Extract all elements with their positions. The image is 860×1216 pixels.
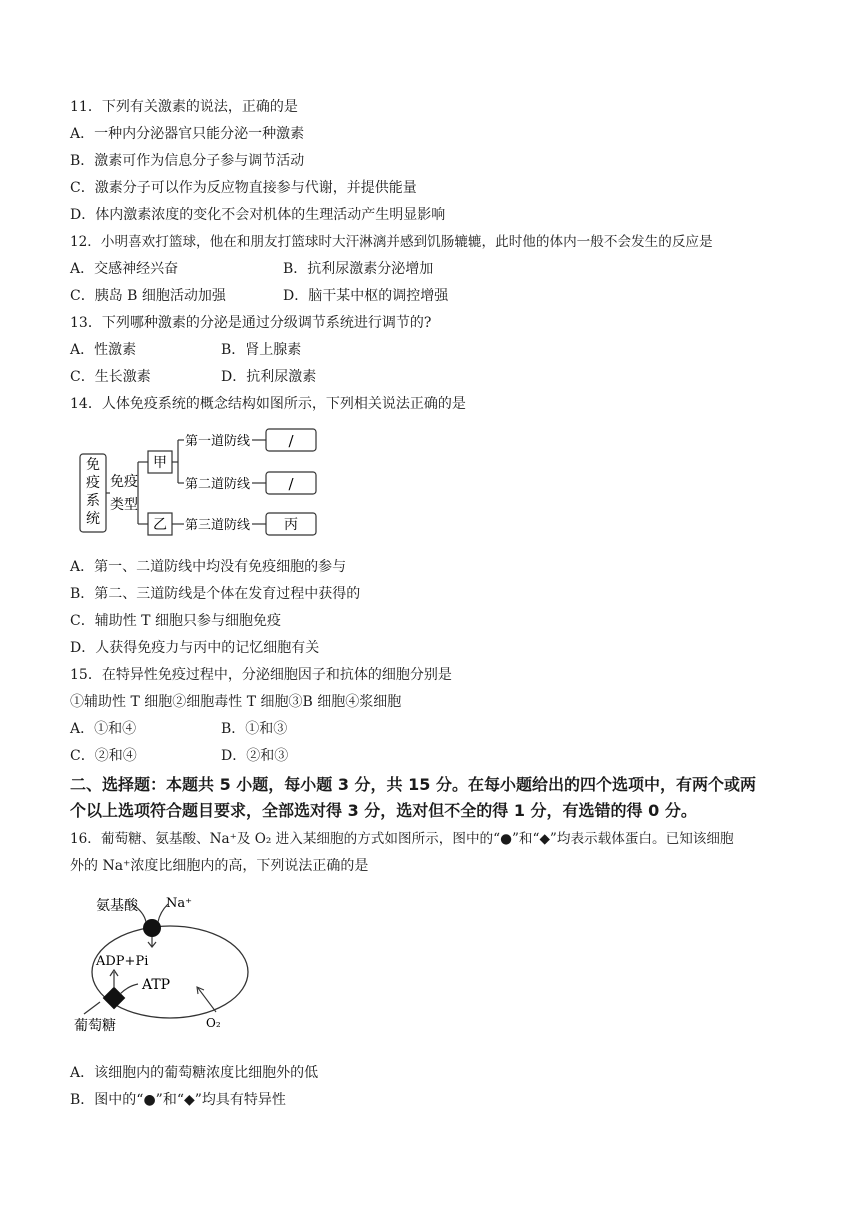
q11-option-b: B．激素可作为信息分子参与调节活动 [70,153,305,169]
immune-type-label-1: 免疫 [110,474,138,490]
q15-option-d: D．②和③ [221,748,289,764]
q11-option-c: C．激素分子可以作为反应物直接参与代谢，并提供能量 [70,180,417,196]
q12-option-b: B．抗利尿激素分泌增加 [283,261,434,277]
system-char-4: 统 [86,511,100,527]
first-defense-slash: / [288,432,294,450]
q16-option-b: B．图中的“●”和“◆”均具有特异性 [70,1092,286,1108]
q15-option-b: B．①和③ [221,721,288,737]
section2-heading-line1: 二、选择题：本题共 5 小题，每小题 3 分，共 15 分。在每小题给出的四个选项中，有两个或两 [70,775,756,794]
immune-type-label-2: 类型 [110,497,138,513]
q13-option-b: B．肾上腺素 [221,342,302,358]
immune-system-diagram [70,420,340,542]
q14-stem: 14．人体免疫系统的概念结构如图所示，下列相关说法正确的是 [70,396,466,412]
first-defense-label: 第一道防线 [185,434,251,449]
q16-stem-line1: 16．葡萄糖、氨基酸、Na⁺及 O₂ 进入某细胞的方式如图所示，图中的“●”和“◆”均表示载体蛋白。已知该细胞 [70,831,734,847]
third-defense-label: 第三道防线 [185,518,251,533]
system-char-1: 免 [86,457,100,473]
second-defense-slash: / [288,475,294,493]
amino-acid-label: 氨基酸 [96,898,138,914]
q11-stem: 11．下列有关激素的说法，正确的是 [70,99,298,115]
system-char-2: 疫 [86,475,100,491]
q14-option-d: D．人获得免疫力与丙中的记忆细胞有关 [70,640,320,656]
q11-option-d: D．体内激素浓度的变化不会对机体的生理活动产生明显影响 [70,207,446,223]
cell-transport-diagram [70,890,250,1040]
q13-option-c: C．生长激素 [70,369,151,385]
q13-stem: 13．下列哪种激素的分泌是通过分级调节系统进行调节的? [70,315,432,331]
q15-stem: 15．在特异性免疫过程中，分泌细胞因子和抗体的细胞分别是 [70,667,452,683]
jia-label: 甲 [153,455,167,471]
q12-stem: 12．小明喜欢打篮球，他在和朋友打篮球时大汗淋漓并感到饥肠辘辘，此时他的体内一般不会发生的反应是 [70,234,713,250]
q12-option-a: A．交感神经兴奋 [70,261,179,277]
bing-label: 丙 [284,517,298,533]
q15-items: ①辅助性 T 细胞②细胞毒性 T 细胞③B 细胞④浆细胞 [70,694,402,710]
na-label: Na⁺ [166,896,192,911]
q14-option-b: B．第二、三道防线是个体在发育过程中获得的 [70,586,361,602]
q14-option-a: A．第一、二道防线中均没有免疫细胞的参与 [70,559,347,575]
diamond-carrier-icon [103,987,126,1010]
q16-option-a: A．该细胞内的葡萄糖浓度比细胞外的低 [70,1065,319,1081]
yi-label: 乙 [153,517,167,533]
q12-option-c: C．胰岛 B 细胞活动加强 [70,288,226,304]
section2-heading-line2: 个以上选项符合题目要求，全部选对得 3 分，选对但不全的得 1 分，有选错的得 0 分。 [70,801,697,820]
system-char-3: 系 [86,493,100,509]
q13-option-d: D．抗利尿激素 [221,369,317,385]
adp-pi-label: ADP+Pi [96,954,149,969]
q12-option-d: D．脑干某中枢的调控增强 [283,288,449,304]
q15-option-a: A．①和④ [70,721,137,737]
q16-stem-line2: 外的 Na⁺浓度比细胞内的高，下列说法正确的是 [70,858,369,874]
o2-label: O₂ [206,1016,221,1030]
q14-option-c: C．辅助性 T 细胞只参与细胞免疫 [70,613,281,629]
q13-option-a: A．性激素 [70,342,137,358]
atp-label: ATP [142,977,171,993]
q15-option-c: C．②和④ [70,748,137,764]
second-defense-label: 第二道防线 [185,477,251,492]
glucose-label: 葡萄糖 [74,1018,116,1034]
q11-option-a: A．一种内分泌器官只能分泌一种激素 [70,126,305,142]
